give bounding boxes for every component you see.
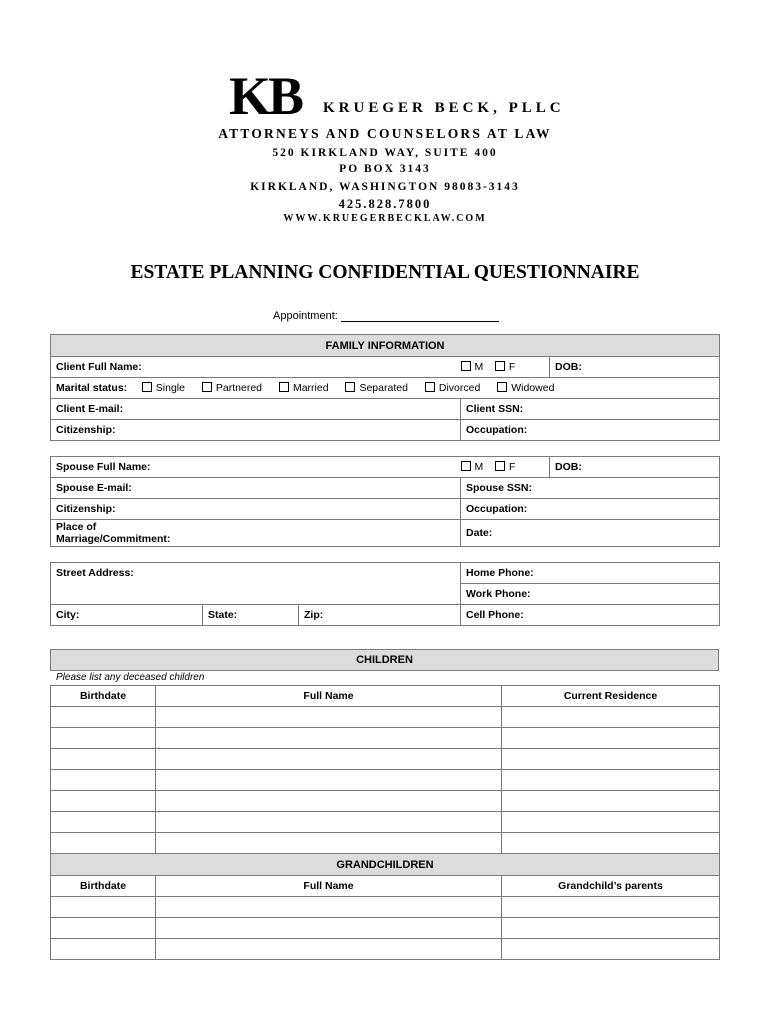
client-occupation-label[interactable]: Occupation: <box>461 420 720 441</box>
widowed-checkbox[interactable] <box>497 382 507 392</box>
firm-tagline: ATTORNEYS AND COUNSELORS AT LAW <box>218 126 552 141</box>
firm-address-1: 520 KIRKLAND WAY, SUITE 400 <box>272 147 498 159</box>
document-title: ESTATE PLANNING CONFIDENTIAL QUESTIONNAIRE <box>130 262 640 283</box>
table-row[interactable] <box>51 897 720 918</box>
spouse-ssn-label[interactable]: Spouse SSN: <box>461 478 720 499</box>
marital-option-single: Single <box>155 382 185 394</box>
cell-phone-label[interactable]: Cell Phone: <box>461 605 720 626</box>
table-row[interactable] <box>51 749 720 770</box>
street-address-label[interactable]: Street Address: <box>51 563 461 584</box>
spouse-male-checkbox[interactable] <box>461 461 471 471</box>
address-table <box>50 562 720 626</box>
marital-option-widowed: Widowed <box>511 382 555 394</box>
client-email-label[interactable]: Client E-mail: <box>51 399 461 420</box>
appointment-label: Appointment: <box>273 310 338 322</box>
client-male-label: M <box>474 361 484 373</box>
street-address-continuation[interactable] <box>51 584 461 605</box>
children-col-residence: Current Residence <box>502 686 720 707</box>
table-row[interactable] <box>51 728 720 749</box>
family-info-table <box>50 334 720 441</box>
table-row[interactable] <box>51 707 720 728</box>
table-row[interactable] <box>51 939 720 960</box>
appointment-input[interactable] <box>341 310 499 322</box>
table-row[interactable] <box>51 791 720 812</box>
client-gender-options <box>461 357 550 378</box>
spouse-info-table <box>50 456 720 547</box>
spouse-female-label: F <box>508 461 516 473</box>
separated-checkbox[interactable] <box>345 382 355 392</box>
marital-status-row <box>51 378 720 399</box>
spouse-full-name-label[interactable]: Spouse Full Name: <box>51 457 461 478</box>
client-female-checkbox[interactable] <box>495 361 505 371</box>
marital-option-separated: Separated <box>359 382 408 394</box>
partnered-checkbox[interactable] <box>202 382 212 392</box>
marital-option-married: Married <box>292 382 329 394</box>
table-row[interactable] <box>51 833 720 854</box>
spouse-male-label: M <box>474 461 484 473</box>
deceased-children-note: Please list any deceased children <box>56 672 205 683</box>
firm-address-2: PO BOX 3143 <box>339 163 431 175</box>
grandchildren-col-parents: Grandchild’s parents <box>502 876 720 897</box>
single-checkbox[interactable] <box>142 382 152 392</box>
firm-name: KRUEGER BECK, PLLC <box>323 100 565 116</box>
marriage-date-label[interactable]: Date: <box>461 520 720 547</box>
client-ssn-label[interactable]: Client SSN: <box>461 399 720 420</box>
table-row[interactable] <box>51 770 720 791</box>
marital-status-label: Marital status: <box>56 382 128 394</box>
married-checkbox[interactable] <box>279 382 289 392</box>
spouse-email-label[interactable]: Spouse E-mail: <box>51 478 461 499</box>
table-row[interactable] <box>51 812 720 833</box>
spouse-occupation-label[interactable]: Occupation: <box>461 499 720 520</box>
marital-option-partnered: Partnered <box>215 382 263 394</box>
spouse-citizenship-label[interactable]: Citizenship: <box>51 499 461 520</box>
zip-label[interactable]: Zip: <box>299 605 461 626</box>
city-label[interactable]: City: <box>51 605 203 626</box>
grandchildren-col-full-name: Full Name <box>156 876 502 897</box>
table-row[interactable] <box>51 918 720 939</box>
place-of-marriage-line-1: Place of <box>56 521 97 533</box>
divorced-checkbox[interactable] <box>425 382 435 392</box>
children-col-full-name: Full Name <box>156 686 502 707</box>
place-of-marriage-line-2: Marriage/Commitment: <box>56 533 171 545</box>
state-label[interactable]: State: <box>203 605 299 626</box>
family-info-header: FAMILY INFORMATION <box>51 335 720 357</box>
spouse-gender-options <box>461 457 550 478</box>
firm-website: WWW.KRUEGERBECKLAW.COM <box>283 213 487 224</box>
client-dob-label[interactable]: DOB: <box>550 357 720 378</box>
spouse-dob-label[interactable]: DOB: <box>550 457 720 478</box>
client-citizenship-label[interactable]: Citizenship: <box>51 420 461 441</box>
children-table <box>50 685 720 960</box>
children-header-table <box>50 649 719 671</box>
appointment-field <box>273 310 499 322</box>
client-female-label: F <box>508 361 516 373</box>
letterhead-logo-row <box>0 66 770 126</box>
client-male-checkbox[interactable] <box>461 361 471 371</box>
grandchildren-col-birthdate: Birthdate <box>51 876 156 897</box>
firm-address-3: KIRKLAND, WASHINGTON 98083-3143 <box>250 181 520 193</box>
firm-phone: 425.828.7800 <box>338 197 432 211</box>
client-full-name-label[interactable]: Client Full Name: <box>51 357 461 378</box>
grandchildren-header: GRANDCHILDREN <box>51 854 720 876</box>
children-header: CHILDREN <box>51 650 719 671</box>
place-of-marriage-label[interactable] <box>51 520 461 547</box>
firm-logo: KB <box>229 66 302 126</box>
work-phone-label[interactable]: Work Phone: <box>461 584 720 605</box>
home-phone-label[interactable]: Home Phone: <box>461 563 720 584</box>
children-col-birthdate: Birthdate <box>51 686 156 707</box>
spouse-female-checkbox[interactable] <box>495 461 505 471</box>
marital-option-divorced: Divorced <box>438 382 481 394</box>
